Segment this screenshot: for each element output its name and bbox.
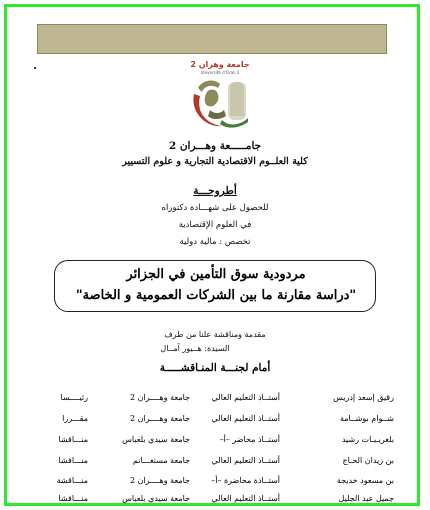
logo-text-lat: Université d'Oran 2 [200, 70, 240, 75]
stray-dot [34, 67, 36, 69]
committee-row [0, 456, 430, 470]
purpose-line: للحصول على شهـــادة دكتوراه [161, 203, 269, 213]
field-line: في العلوم الإقتصادية [178, 220, 252, 230]
committee-row [0, 494, 430, 508]
member-name: بن مسعود خديجة [336, 476, 394, 485]
committee-row [0, 393, 430, 407]
member-role: رئيــــسا [60, 393, 88, 402]
member-rank: أستــاذ التعليم العالي [211, 414, 280, 423]
thesis-label: أطروحـــة [193, 185, 237, 197]
header-bar [37, 24, 387, 54]
committee-row [0, 414, 430, 428]
member-rank: أستــاذ التعليم العالي [211, 456, 280, 465]
member-name: شــوام بوشــامة [339, 414, 394, 423]
member-rank: أستــاذ التعليم العالي [211, 393, 280, 402]
member-name: بلغريـبـات رشيد [341, 435, 394, 444]
member-role: منـــاقشا [58, 494, 88, 503]
university-name: جامـــــعة وهـــران 2 [168, 140, 262, 152]
specialty-line: تخصص : مالية دولية [179, 237, 251, 247]
member-name: رقيق إسعد إدريس [333, 393, 394, 402]
member-university: جامعة مستغـــانم [132, 456, 190, 465]
candidate-name: السيدة: هــيور آمــال [160, 344, 230, 353]
member-role: منـــاقشة [56, 476, 88, 485]
committee-title: أمام لجنـــة المنـاقشـــــة [159, 362, 271, 374]
thesis-title-line2: "دراسة مقارنة ما بين الشركات العمومية و الخاصة" [75, 288, 357, 303]
presented-by: مقدمة ومناقشة علنا من طرف [164, 330, 266, 339]
member-university: جامعة وهــــران 2 [130, 393, 190, 402]
thesis-title-box [54, 260, 376, 312]
member-rank: أستــاذ محاضر –أ– [219, 435, 280, 444]
member-university: جامعة سيدي بلعباس [122, 494, 190, 503]
member-university: جامعة وهــــران 2 [130, 414, 190, 423]
member-name: جميل عبد الجليل [338, 494, 394, 503]
committee-row [0, 476, 430, 490]
university-seal-icon [184, 58, 254, 132]
member-university: جامعة وهــــران 2 [130, 476, 190, 485]
faculty-name: كلية العلــوم الاقتصادية التجارية و علوم التسيير [122, 156, 308, 167]
member-rank: أستــاذة محاضرة –أ– [211, 476, 280, 485]
member-role: منـــاقشا [58, 435, 88, 444]
committee-row [0, 435, 430, 449]
member-university: جامعة سيدي بلعباس [122, 435, 190, 444]
member-role: مقـــررا [62, 414, 88, 423]
member-rank: أستــاذ التعليم العالي [211, 494, 280, 503]
thesis-title-line1: مردودية سوق التأمين في الجزائر [126, 267, 306, 282]
logo-text-ar: جامعة وهران 2 [190, 60, 250, 69]
member-role: منـــاقشا [58, 456, 88, 465]
member-name: بن زيدان الحـاج [342, 456, 394, 465]
